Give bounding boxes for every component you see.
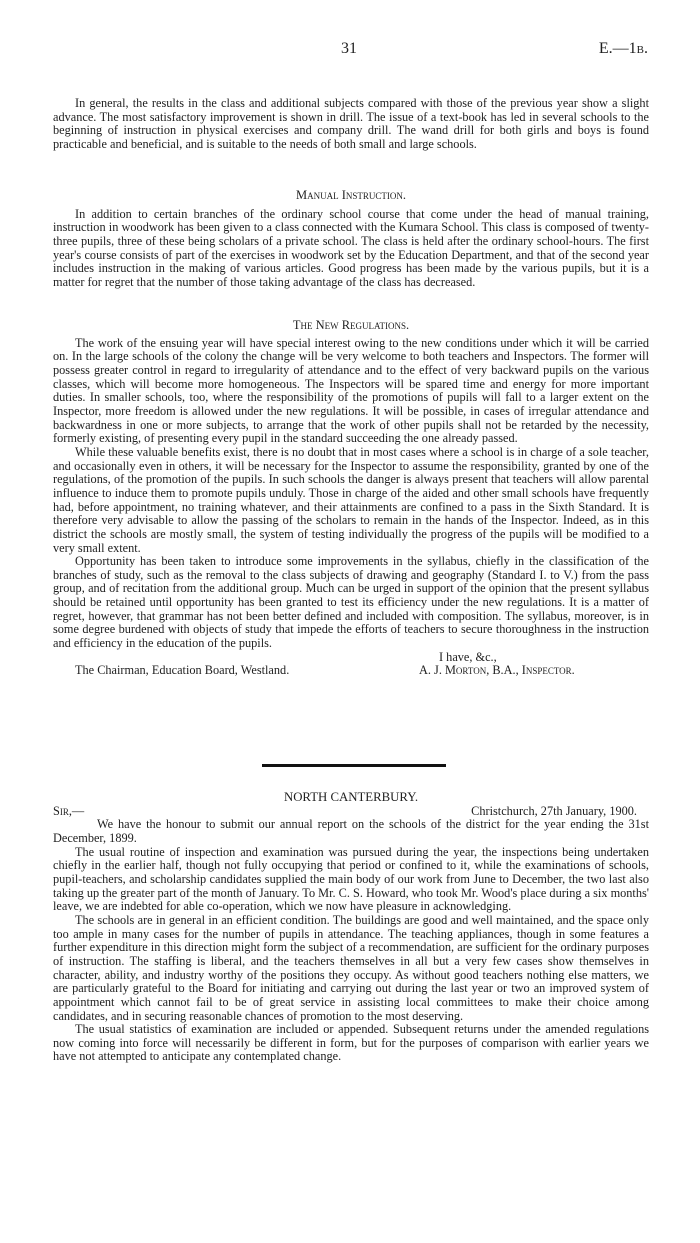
- paragraph: The usual statistics of examination are included or appended. Subsequent returns under the amended regulations now coming into force will necessarily be different in form, but for the purposes of comparison with earlier years we have not attempted to anticipate any contemplated change.: [53, 1022, 649, 1064]
- document-reference: E.—1b.: [598, 40, 648, 57]
- paragraph: Opportunity has been taken to introduce some improvements in the syllabus, chiefly in the classification of the branches of study, such as the removal to the class subjects of drawing and geography (Standard I. to V.) from the pass group, and of recitation from the additional group. Much can be urged in support of the opinion that the present syllabus should be retained until opportunity has been granted to test its efficiency under the new regulations. It is a matter of regret, however, that grammar has not been better defined and included with composition. The syllabus, moreover, is in some degree burdened with objects of study that impede the efforts of teachers to secure thoroughness in the instruction and efficiency in the education of the pupils.: [53, 554, 649, 651]
- paragraph: In general, the results in the class and additional subjects compared with those of the previous year show a slight advance. The most satisfactory improvement is shown in drill. The issue of a text-book has led in several schools to the beginning of instruction in physical exercises and company drill. The wand drill for both girls and boys is found practicable and beneficial, and is suitable to the needs of both small and large schools.: [53, 96, 649, 151]
- paragraph: While these valuable benefits exist, there is no doubt that in most cases where a school is in charge of a sole teacher, and occasionally even in others, it will be necessary for the Inspector to assume the responsibility, granted by one of the regulations, of the promotion of the pupils. In such schools the danger is always present that teachers will allow parental influence to induce them to promote pupils unduly. Those in charge of the aided and other small schools have frequently had, before appointment, no training whatever, and their attainments are confined to a pass in the Sixth Standard. It is therefore very advisable to allow the passing of the scholars to remain in the hands of the Inspector. Indeed, as in this district the schools are mostly small, the system of testing individually the progress of the pupils will be modified to a very small extent.: [53, 444, 649, 555]
- paragraph: The work of the ensuing year will have special interest owing to the new conditions under which it will be carried on. In the large schools of the colony the change will be very welcome to both teachers and Inspectors. The former will possess greater control in regard to irregularity of attendance and to the effect of very backward pupils on the various classes, which will become more homogeneous. The Inspectors will be spared time and energy for more important duties. In smaller schools, too, where the responsibility of the promotions of pupils will fall to a larger extent on the Inspector, more freedom is allowed under the new regulations. It will be possible, in cases of irregular attendance and backwardness in one or more subjects, to arrange that the work of other pupils shall not be retarded by the necessity, formerly existing, of presenting every pupil in the standard succeeding the one already passed.: [53, 335, 649, 446]
- salutation-line: [53, 805, 649, 819]
- signature: A. J. Morton, B.A., Inspector.: [419, 663, 575, 678]
- north-canterbury-section: [53, 791, 649, 1064]
- signature-line: [53, 664, 649, 678]
- section-heading: Manual Instruction.: [295, 188, 407, 202]
- closing: I have, &c.,: [439, 649, 497, 664]
- paragraph: The schools are in general in an efficient condition. The buildings are good and well maintained, and the space only too ample in many cases for the number of pupils in attendance. The teaching appliances, though in some features a further expenditure in this direction might form the subject of a recommendation, are sufficient for the ordinary purposes of instruction. The staffing is liberal, and the teachers themselves in all but a very few cases show themselves in character, ability, and industry worthy of the positions they occupy. As without good teachers nothing else matters, we are particularly grateful to the Board for initiating and carrying out during the last year or two an improved system of appointment which cannot fail to be of great service in assisting local committees to make their choice among candidates, and in securing reasonable chances of promotion to the most deserving.: [53, 912, 649, 1023]
- section-heading: NORTH CANTERBURY.: [283, 790, 419, 804]
- new-regulations-section: [53, 319, 649, 678]
- addressee: The Chairman, Education Board, Westland.: [75, 663, 290, 678]
- paragraph: We have the honour to submit our annual report on the schools of the district for the year ending the 31st December, 1899.: [53, 817, 649, 845]
- section-heading: The New Regulations.: [292, 318, 410, 332]
- manual-instruction-section: [53, 189, 649, 290]
- page-number: 31: [341, 40, 357, 57]
- salutation: Sir,—: [53, 803, 85, 818]
- dateline: Christchurch, 27th January, 1900.: [471, 803, 637, 818]
- westland-intro-section: [53, 97, 649, 152]
- section-divider: [262, 764, 446, 767]
- paragraph: In addition to certain branches of the ordinary school course that come under the head of manual training, instruction in woodwork has been given to a class connected with the Kumara School. This class is composed of twenty-three pupils, three of these being scholars of a private school. The class is held after the ordinary school-hours. The first year's course consists of part of the exercises in woodwork set by the Education Department, and that of the second year includes instruction in the making of various articles. Good progress has been made by the various pupils, but it is a matter for regret that the number of those taking advantage of the class has decreased.: [53, 206, 649, 289]
- paragraph: The usual routine of inspection and examination was pursued during the year, the inspections being undertaken chiefly in the earlier half, though not fully occupying that period or confined to it, while the examinations of schools, pupil-teachers, and scholarship candidates supplied the main body of our work from June to December, the two last also taking up the greater part of the month of January. To Mr. C. S. Howard, who took Mr. Wood's place during a six months' leave, we are indebted for able co-operation, which we now have pleasure in acknowledging.: [53, 844, 649, 914]
